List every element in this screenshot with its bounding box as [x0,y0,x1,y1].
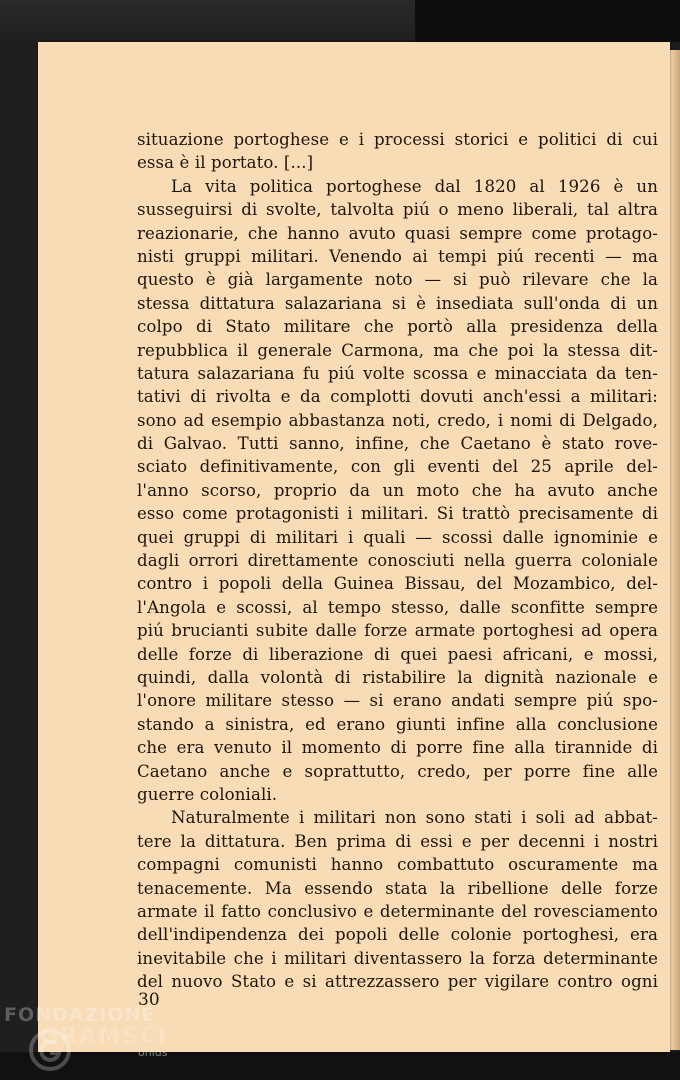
text-line: repubblica il generale Carmona, ma che poi la stessa dit- [137,340,658,360]
text-line: sono ad esempio abbastanza noti, credo, i nomi di Delgado, [137,410,658,430]
text-line: guerre coloniali. [137,784,278,804]
text-line: questo è già largamente noto — si può rilevare che la [137,270,658,290]
text-line: stando a sinistra, ed erano giunti infine alla conclusione [137,714,658,734]
text-line: esso come protagonisti i militari. Si trattò precisamente di [137,504,658,524]
text-line: tatura salazariana fu piú volte scossa e minacciata da ten- [137,363,658,383]
text-line: inevitabile che i militari diventassero la forza determinante [137,948,658,968]
text-line: piú brucianti subite dalle forze armate portoghesi ad opera [137,621,658,641]
text-line: l'Angola e scossi, al tempo stesso, dalle sconfitte sempre [137,597,658,617]
page-number: 30 [138,990,160,1010]
watermark-subtitle: GRAMSCI [40,1024,169,1049]
scan-background-bottom [0,1052,680,1080]
paragraph-start-line: Naturalmente i militari non sono stati i soli ad abbat- [171,808,658,828]
text-line: compagni comunisti hanno combattuto oscuramente ma [137,855,658,875]
paragraph-start-line: La vita politica portoghese dal 1820 al 1926 è un [171,176,658,196]
text-line: essa è il portato. [...] [137,153,314,173]
text-line: di Galvao. Tutti sanno, infine, che Caetano è stato rove- [137,434,658,454]
text-line: delle forze di liberazione di quei paesi africani, e mossi, [137,644,658,664]
text-line: dagli orrori direttamente conosciuti nella guerra coloniale [137,551,658,571]
text-line: Caetano anche e soprattutto, credo, per porre fine alle [137,761,658,781]
text-line: tenacemente. Ma essendo stata la ribellione delle forze [137,878,658,898]
text-line: armate il fatto conclusivo e determinante del rovesciamento [137,901,658,921]
text-line: sciato definitivamente, con gli eventi del 25 aprile del- [137,457,658,477]
text-line: contro i popoli della Guinea Bissau, del Mozambico, del- [137,574,658,594]
text-line: tativi di rivolta e da complotti dovuti anch'essi a militari: [137,387,658,407]
body-text [137,128,658,993]
text-line: l'onore militare stesso — si erano andati sempre piú spo- [137,691,658,711]
text-line: nisti gruppi militari. Venendo ai tempi piú recenti — ma [137,246,658,266]
text-line: tere la dittatura. Ben prima di essi e per decenni i nostri [137,831,658,851]
text-line: l'anno scorso, proprio da un moto che ha avuto anche [137,480,658,500]
scan-background-left [0,40,40,1080]
watermark-suffix: onlus [138,1046,168,1059]
text-line: che era venuto il momento di porre fine alla tirannide di [137,738,658,758]
text-line: quindi, dalla volontà di ristabilire la dignità nazionale e [137,667,658,687]
text-line: reazionarie, che hanno avuto quasi sempre come protago- [137,223,658,243]
text-line: situazione portoghese e i processi storici e politici di cui [137,130,658,149]
text-line: del nuovo Stato e si attrezzassero per vigilare contro ogni [137,972,658,992]
text-line: quei gruppi di militari i quali — scossi dalle ignominie e [137,527,658,547]
text-line: dell'indipendenza dei popoli delle colonie portoghesi, era [137,925,658,945]
text-line: colpo di Stato militare che portò alla presidenza della [137,317,658,337]
text-line: susseguirsi di svolte, talvolta piú o meno liberali, tal altra [137,200,658,220]
scan-background-corner [415,0,680,42]
text-line: stessa dittatura salazariana si è insediata sull'onda di un [137,293,658,313]
watermark-title: FONDAZIONE [4,1004,156,1026]
